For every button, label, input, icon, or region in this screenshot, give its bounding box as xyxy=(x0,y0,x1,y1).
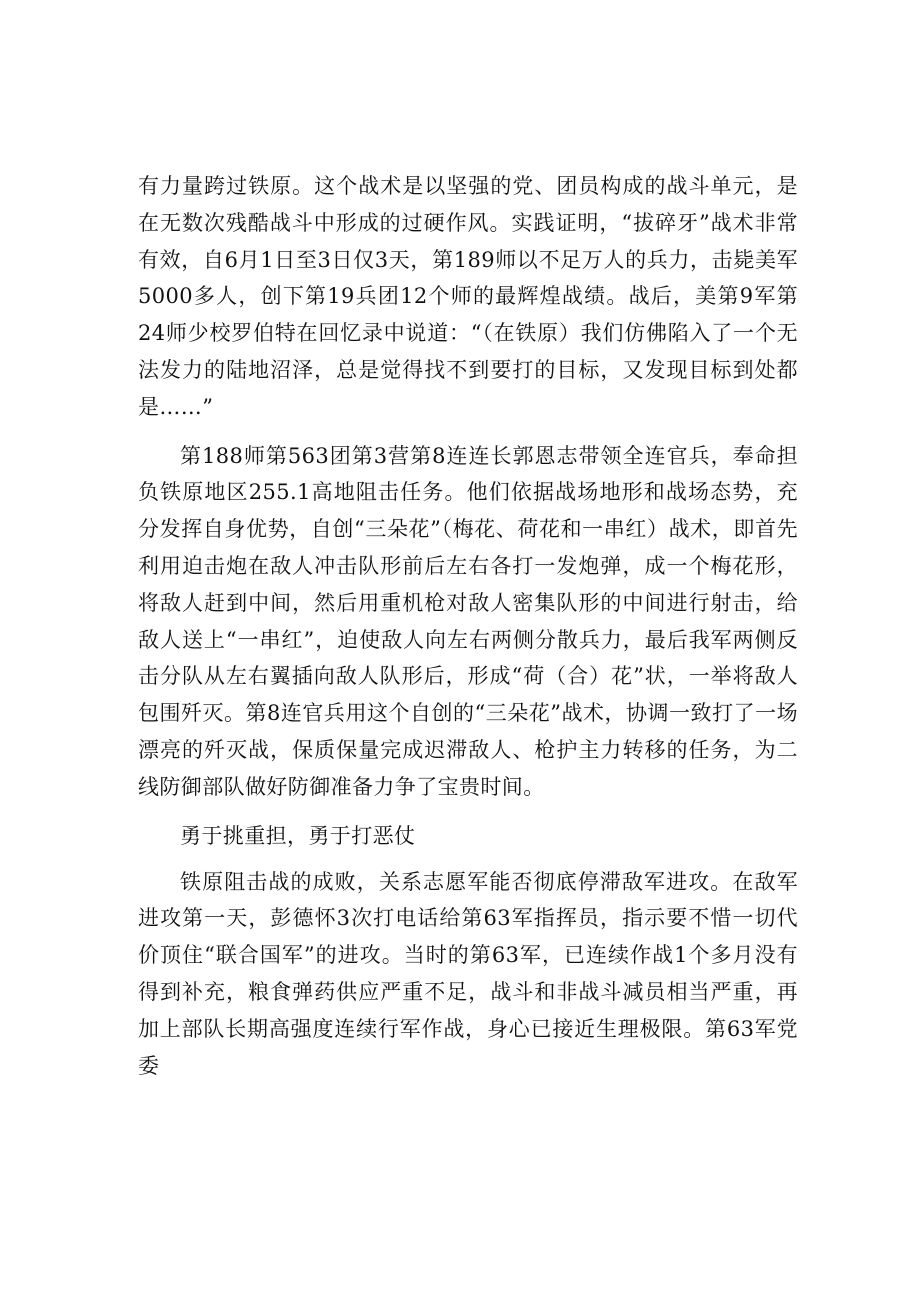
document-body xyxy=(138,168,798,1084)
section-heading: 勇于挑重担，勇于打恶仗 xyxy=(180,823,416,848)
paragraph-1: 有力量跨过铁原。这个战术是以坚强的党、团员构成的战斗单元，是在无数次残酷战斗中形成的过硬作风。实践证明，“拔碎牙”战术非常有效，自6月1日至3日仅3天，第189师以不足万人的兵力，击毙美军5000多人，创下第19兵团12个师的最辉煌战绩。战后，美第9军第24师少校罗伯特在回忆录中说道：“（在铁原）我们仿佛陷入了一个无法发力的陆地沼泽，总是觉得找不到要打的目标，又发现目标到处都是……” xyxy=(138,174,798,419)
paragraph-2: 第188师第563团第3营第8连连长郭恩志带领全连官兵，奉命担负铁原地区255.1高地阻击任务。他们依据战场地形和战场态势，充分发挥自身优势，自创“三朵花”（梅花、荷花和一串红）战术，即首先利用迫击炮在敌人冲击队形前后左右各打一发炮弹，成一个梅花形，将敌人赶到中间，然后用重机枪对敌人密集队形的中间进行射击，给敌人送上“一串红”，迫使敌人向左右两侧分散兵力，最后我军两侧反击分队从左右翼插向敌人队形后，形成“荷（合）花”状，一举将敌人包围歼灭。第8连官兵用这个自创的“三朵花”战术，协调一致打了一场漂亮的歼灭战，保质保量完成迟滞敌人、枪护主力转移的任务，为二线防御部队做好防御准备力争了宝贵时间。 xyxy=(138,443,798,799)
paragraph-3: 铁原阻击战的成败，关系志愿军能否彻底停滞敌军进攻。在敌军进攻第一天，彭德怀3次打电话给第63军指挥员，指示要不惜一切代价顶住“联合国军”的进攻。当时的第63军，已连续作战1个多月没有得到补充，粮食弹药供应严重不足，战斗和非战斗减员相当严重，再加上部队长期高强度连续行军作战，身心已接近生理极限。第63军党委 xyxy=(138,869,798,1078)
